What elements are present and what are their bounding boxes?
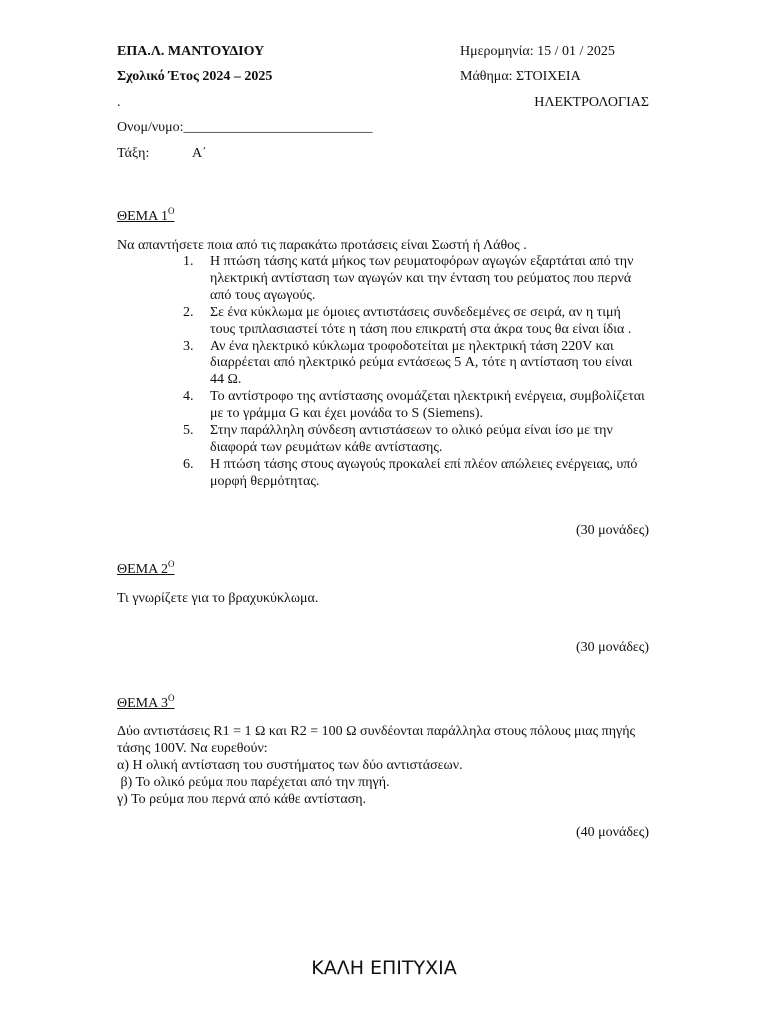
topic-2-title-text: ΘΕΜΑ 2 <box>117 562 168 577</box>
topic-1-intro: Να απαντήσετε ποια από τις παρακάτω προτάσεις είναι Σωστή ή Λάθος . <box>117 238 527 253</box>
list-item-number: 3. <box>183 338 194 354</box>
true-false-list <box>183 254 648 491</box>
topic-1-points: (30 μονάδες) <box>575 523 649 538</box>
list-item-text: Σε ένα κύκλωμα με όμοιες αντιστάσεις συνδεδεμένες σε σειρά, αν η τιμή τους τριπλασιαστεί τότε η τάση που επικρατή στα άκρα τους θα είναι ίδια . <box>210 304 632 337</box>
topic-3-intro: Δύο αντιστάσεις R1 = 1 Ω και R2 = 100 Ω συνδέονται παράλληλα στους πόλους μιας πηγής τάσης 100V. Να ευρεθούν: <box>117 724 636 756</box>
list-item <box>183 254 648 305</box>
topic-3-title-text: ΘΕΜΑ 3 <box>117 696 168 711</box>
student-name-field: Ονομ/νυμο:___________________________ <box>117 120 373 135</box>
list-item-number: 1. <box>183 254 194 269</box>
list-item-text: Αν ένα ηλεκτρικό κύκλωμα τροφοδοτείται με ηλεκτρική τάση 220V και διαρρέεται από ηλεκτρικό ρεύμα εντάσεως 5 A, τότε η αντίσταση του είναι 44 Ω. <box>210 338 633 388</box>
class-label: Τάξη: <box>117 146 150 161</box>
list-item-text: Στην παράλληλη σύνδεση αντιστάσεων το ολικό ρεύμα είναι ίσο με την διαφορά των ρευμάτων κάθε αντίστασης. <box>210 423 613 455</box>
list-item <box>183 339 648 390</box>
topic-2-points: (30 μονάδες) <box>575 640 649 655</box>
list-item-text: Η πτώση τάσης κατά μήκος των ρευματοφόρων αγωγών εξαρτάται από την ηλεκτρική αντίσταση των αγωγών και την ένταση του ρεύματος που περνά από τους αγωγούς. <box>210 254 634 303</box>
topic-3-part-c: γ) Το ρεύμα που περνά από κάθε αντίσταση. <box>117 792 367 807</box>
topic-3-part-a: α) Η ολική αντίσταση του συστήματος των δύο αντιστάσεων. <box>117 758 463 773</box>
school-name: ΕΠΑ.Λ. ΜΑΝΤΟΥΔΙΟΥ <box>117 44 265 59</box>
header-dot: . <box>117 95 121 110</box>
list-item <box>183 423 648 457</box>
list-item <box>183 305 648 339</box>
topic-2-title <box>117 556 174 578</box>
list-item-text: Το αντίστροφο της αντίστασης ονομάζεται ηλεκτρική ενέργεια, συμβολίζεται με το γράμμα G και έχει μονάδα το S (Siemens). <box>210 389 645 422</box>
list-item-text: Η πτώση τάσης στους αγωγούς προκαλεί επί πλέον απώλειες ενέργειας, υπό μορφή θερμότητας. <box>210 456 638 489</box>
topic-1-superscript: Ο <box>167 206 175 216</box>
topic-3-superscript: Ο <box>167 693 175 703</box>
list-item-number: 6. <box>183 456 194 472</box>
topic-3-title <box>117 690 174 712</box>
topic-1-title-text: ΘΕΜΑ 1 <box>117 209 168 224</box>
list-item-number: 4. <box>183 389 194 405</box>
good-luck-footer: ΚΑΛΗ ΕΠΙΤΥΧΙΑ <box>311 957 457 979</box>
topic-3-part-b: β) Το ολικό ρεύμα που παρέχεται από την πηγή. <box>117 775 390 790</box>
topic-2-question: Τι γνωρίζετε για το βραχυκύκλωμα. <box>117 591 319 606</box>
exam-date: Ημερομηνία: 15 / 01 / 2025 <box>460 44 615 59</box>
subject-line-1: Μάθημα: ΣΤΟΙΧΕΙΑ <box>460 69 581 84</box>
list-item-number: 2. <box>183 304 194 320</box>
list-item <box>183 457 648 491</box>
subject-line-2: ΗΛΕΚΤΡΟΛΟΓΙΑΣ <box>534 95 649 110</box>
school-year: Σχολικό Έτος 2024 – 2025 <box>117 69 273 84</box>
topic-3-points: (40 μονάδες) <box>575 825 649 840</box>
class-value: Α΄ <box>192 146 207 161</box>
list-item-number: 5. <box>183 423 194 439</box>
topic-1-title <box>117 203 174 225</box>
list-item <box>183 389 648 423</box>
topic-2-superscript: Ο <box>167 559 175 569</box>
